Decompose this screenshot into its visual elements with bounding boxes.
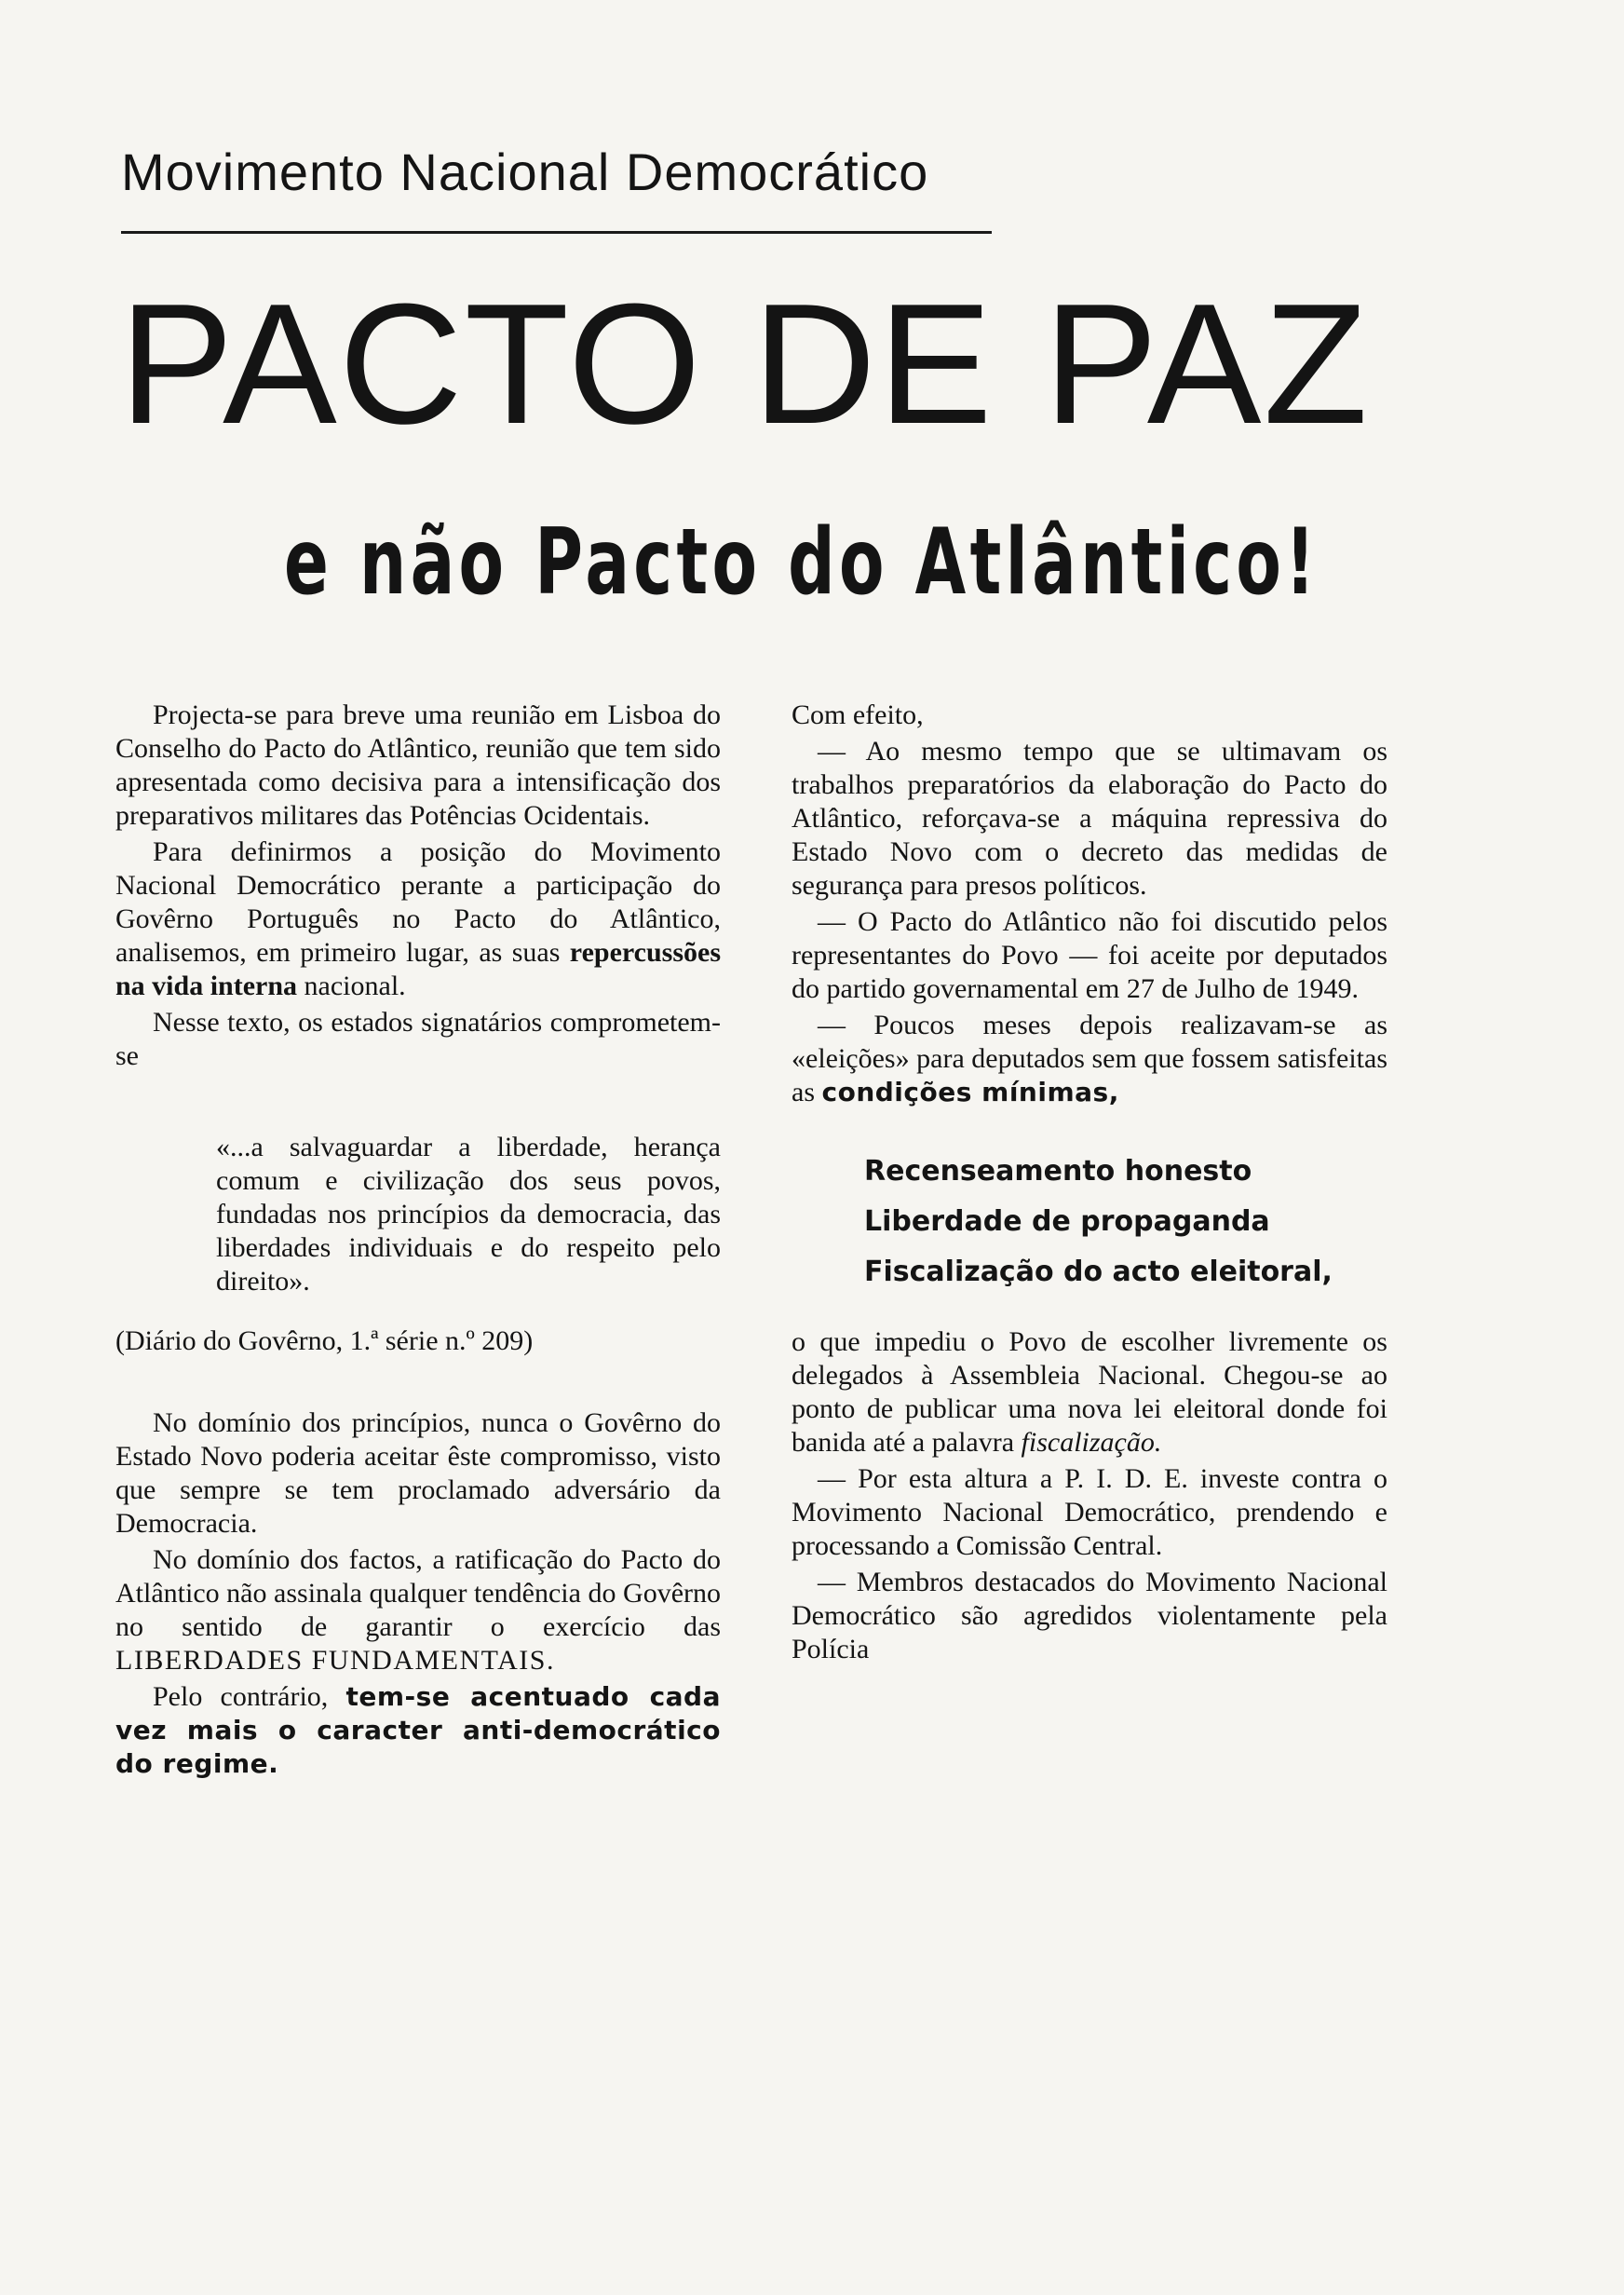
right-paragraph-7: — Membros destacados do Movimento Nacional Democrático são agredidos violentamente pela Polícia bbox=[792, 1567, 1387, 1664]
left-paragraph-5 bbox=[115, 1543, 721, 1677]
left-paragraph-5-caps: LIBERDADES FUNDAMENTAIS. bbox=[115, 1645, 555, 1676]
right-paragraph-3: — O Pacto do Atlântico não foi discutido pelos representantes do Povo — foi aceite por deputados do partido governamental em 27 de Julho de 1949. bbox=[792, 906, 1387, 1004]
headline: PACTO DE PAZ bbox=[119, 267, 1370, 459]
right-paragraph-5-italic: fiscalização. bbox=[1021, 1427, 1162, 1458]
right-paragraph-4-bold: condições mínimas, bbox=[821, 1077, 1119, 1107]
left-paragraph-3: Nesse texto, os estados signatários comprometem-se bbox=[115, 1007, 721, 1071]
quote-citation: (Diário do Govêrno, 1.ª série n.º 209) bbox=[115, 1325, 534, 1356]
left-paragraph-2-start: Para definirmos a posição do Movimento Nacional Democrático perante a participação do Govêrno Português no Pacto do Atlântico, analisemos, em primeiro lugar, as suas bbox=[115, 836, 721, 968]
left-paragraph-6-bold: tem-se acentuado cada vez mais o caracter anti-democrático do regime. bbox=[115, 1681, 721, 1779]
right-paragraph-5 bbox=[792, 1325, 1387, 1460]
left-paragraph-2-end: nacional. bbox=[304, 971, 406, 1001]
left-paragraph-2 bbox=[115, 835, 721, 1003]
right-paragraph-5-start: o que impediu o Povo de escolher livremente os delegados à Assembleia Nacional. Chegou-se ao ponto de publicar uma nova lei eleitoral donde foi banida até a palavra bbox=[792, 1326, 1387, 1458]
election-conditions-list bbox=[864, 1147, 1387, 1297]
left-paragraph-5-start: No domínio dos factos, a ratificação do Pacto do Atlântico não assinala qualquer tendência do Govêrno no sentido de garantir o exercício das bbox=[115, 1544, 721, 1642]
header-rule bbox=[121, 231, 992, 234]
right-paragraph-1: Com efeito, bbox=[792, 699, 924, 730]
left-paragraph-6-start: Pelo contrário, bbox=[153, 1681, 329, 1712]
left-paragraph-4: No domínio dos princípios, nunca o Govêrno do Estado Novo poderia aceitar êste compromisso, visto que sempre se tem proclamado adversário da Democracia. bbox=[115, 1407, 721, 1539]
right-paragraph-2: — Ao mesmo tempo que se ultimavam os trabalhos preparatórios da elaboração do Pacto do Atlântico, reforçava-se a máquina repressiva do Estado Novo com o decreto das medidas de segurança para presos políticos. bbox=[792, 736, 1387, 901]
list-item: Recenseamento honesto bbox=[864, 1155, 1252, 1188]
organization-name: Movimento Nacional Democrático bbox=[121, 143, 929, 201]
list-item: Fiscalização do acto eleitoral, bbox=[864, 1256, 1333, 1288]
list-item: Liberdade de propaganda bbox=[864, 1205, 1270, 1238]
left-paragraph-2-bold: repercussões na vida interna bbox=[115, 937, 721, 1001]
right-paragraph-4-start: — Poucos meses depois realizavam-se as «eleições» para deputados sem que fossem satisfeitas as bbox=[792, 1010, 1387, 1107]
left-column bbox=[115, 699, 721, 1784]
left-paragraph-1: Projecta-se para breve uma reunião em Lisboa do Conselho do Pacto do Atlântico, reunião que tem sido apresentada como decisiva para a intensificação dos preparativos militares das Potências Ocidentais. bbox=[115, 699, 721, 831]
subheadline: e não Pacto do Atlântico! bbox=[284, 509, 1320, 616]
right-paragraph-6: — Por esta altura a P. I. D. E. investe contra o Movimento Nacional Democrático, prendendo e processando a Comissão Central. bbox=[792, 1463, 1387, 1561]
right-column bbox=[792, 699, 1387, 1669]
treaty-quote: «...a salvaguardar a liberdade, herança comum e civilização dos seus povos, fundadas nos princípios da democracia, das liberdades individuais e do respeito pelo direito». bbox=[216, 1132, 721, 1297]
left-paragraph-6 bbox=[115, 1680, 721, 1781]
right-paragraph-4 bbox=[792, 1009, 1387, 1109]
